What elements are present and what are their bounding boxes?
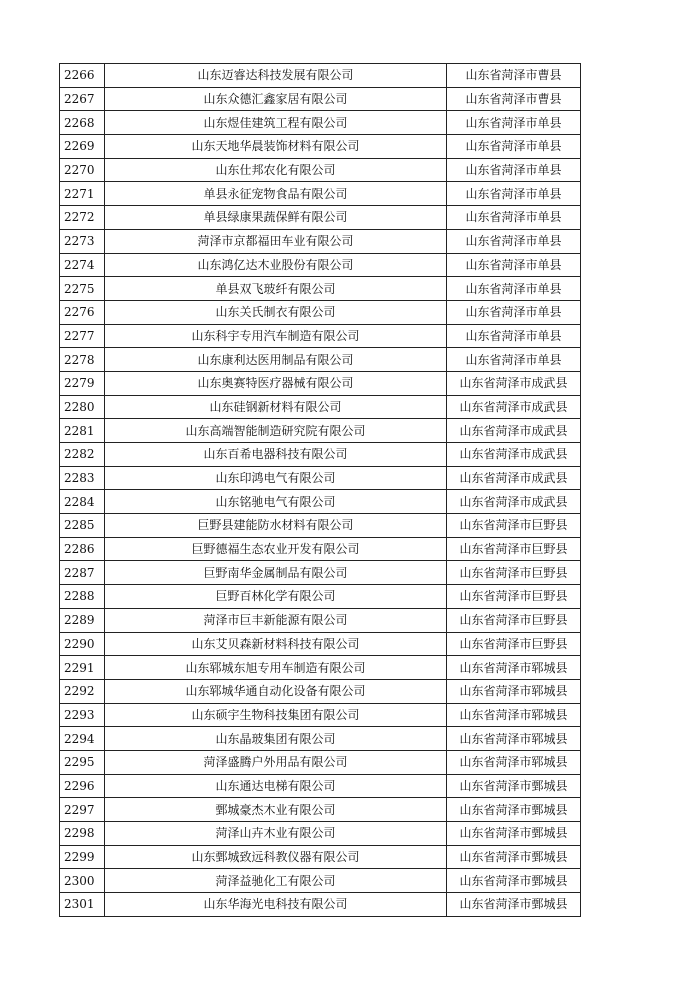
row-number: 2266: [60, 64, 105, 88]
company-name: 山东印鸿电气有限公司: [105, 466, 447, 490]
company-location: 山东省菏泽市成武县: [447, 490, 581, 514]
row-number: 2286: [60, 537, 105, 561]
company-location: 山东省菏泽市单县: [447, 253, 581, 277]
row-number: 2277: [60, 324, 105, 348]
table-row: [60, 750, 581, 774]
row-number: 2283: [60, 466, 105, 490]
company-location: 山东省菏泽市郓城县: [447, 703, 581, 727]
row-number: 2301: [60, 893, 105, 917]
table-row: [60, 466, 581, 490]
row-number: 2297: [60, 798, 105, 822]
company-name: 山东鸿亿达木业股份有限公司: [105, 253, 447, 277]
table-row: [60, 348, 581, 372]
company-name: 菏泽益驰化工有限公司: [105, 869, 447, 893]
company-location: 山东省菏泽市鄄城县: [447, 798, 581, 822]
table-row: [60, 632, 581, 656]
company-name: 山东百希电器科技有限公司: [105, 443, 447, 467]
company-location: 山东省菏泽市单县: [447, 158, 581, 182]
company-name: 山东郓城东旭专用车制造有限公司: [105, 656, 447, 680]
table-row: [60, 135, 581, 159]
company-name: 巨野百林化学有限公司: [105, 585, 447, 609]
table-row: [60, 419, 581, 443]
row-number: 2287: [60, 561, 105, 585]
table-row: [60, 679, 581, 703]
table-row: [60, 561, 581, 585]
row-number: 2285: [60, 514, 105, 538]
table-row: [60, 703, 581, 727]
company-location: 山东省菏泽市成武县: [447, 395, 581, 419]
company-name: 山东众德汇鑫家居有限公司: [105, 87, 447, 111]
company-location: 山东省菏泽市单县: [447, 135, 581, 159]
row-number: 2272: [60, 206, 105, 230]
company-location: 山东省菏泽市单县: [447, 229, 581, 253]
table-row: [60, 845, 581, 869]
company-location: 山东省菏泽市郓城县: [447, 656, 581, 680]
table-row: [60, 395, 581, 419]
table-row: [60, 893, 581, 917]
company-name: 山东关氏制衣有限公司: [105, 300, 447, 324]
company-location: 山东省菏泽市鄄城县: [447, 893, 581, 917]
company-location: 山东省菏泽市单县: [447, 300, 581, 324]
company-table: [59, 63, 581, 917]
company-location: 山东省菏泽市成武县: [447, 371, 581, 395]
row-number: 2288: [60, 585, 105, 609]
company-location: 山东省菏泽市巨野县: [447, 514, 581, 538]
row-number: 2267: [60, 87, 105, 111]
company-location: 山东省菏泽市巨野县: [447, 561, 581, 585]
table-row: [60, 253, 581, 277]
row-number: 2270: [60, 158, 105, 182]
row-number: 2276: [60, 300, 105, 324]
company-name: 山东华海光电科技有限公司: [105, 893, 447, 917]
company-location: 山东省菏泽市巨野县: [447, 585, 581, 609]
company-location: 山东省菏泽市郓城县: [447, 679, 581, 703]
company-location: 山东省菏泽市曹县: [447, 87, 581, 111]
company-location: 山东省菏泽市成武县: [447, 443, 581, 467]
row-number: 2279: [60, 371, 105, 395]
table-row: [60, 656, 581, 680]
company-location: 山东省菏泽市成武县: [447, 466, 581, 490]
company-location: 山东省菏泽市单县: [447, 277, 581, 301]
company-name: 山东煜佳建筑工程有限公司: [105, 111, 447, 135]
table-row: [60, 514, 581, 538]
row-number: 2296: [60, 774, 105, 798]
company-location: 山东省菏泽市单县: [447, 111, 581, 135]
company-name: 单县双飞玻纤有限公司: [105, 277, 447, 301]
company-name: 山东晶玻集团有限公司: [105, 727, 447, 751]
company-location: 山东省菏泽市成武县: [447, 419, 581, 443]
row-number: 2282: [60, 443, 105, 467]
table-row: [60, 869, 581, 893]
table-row: [60, 324, 581, 348]
company-name: 巨野县建能防水材料有限公司: [105, 514, 447, 538]
table-row: [60, 229, 581, 253]
company-name: 山东仕邦农化有限公司: [105, 158, 447, 182]
company-name: 山东硕宇生物科技集团有限公司: [105, 703, 447, 727]
company-name: 山东通达电梯有限公司: [105, 774, 447, 798]
company-location: 山东省菏泽市曹县: [447, 64, 581, 88]
table-row: [60, 443, 581, 467]
row-number: 2292: [60, 679, 105, 703]
company-location: 山东省菏泽市巨野县: [447, 608, 581, 632]
table-row: [60, 585, 581, 609]
table-row: [60, 300, 581, 324]
company-location: 山东省菏泽市鄄城县: [447, 822, 581, 846]
company-name: 山东鄄城致远科教仪器有限公司: [105, 845, 447, 869]
row-number: 2298: [60, 822, 105, 846]
table-row: [60, 490, 581, 514]
table-row: [60, 182, 581, 206]
row-number: 2275: [60, 277, 105, 301]
row-number: 2295: [60, 750, 105, 774]
row-number: 2289: [60, 608, 105, 632]
row-number: 2271: [60, 182, 105, 206]
table-row: [60, 158, 581, 182]
company-location: 山东省菏泽市单县: [447, 182, 581, 206]
company-location: 山东省菏泽市巨野县: [447, 632, 581, 656]
table-row: [60, 608, 581, 632]
row-number: 2268: [60, 111, 105, 135]
company-name: 单县永征宠物食品有限公司: [105, 182, 447, 206]
table-row: [60, 371, 581, 395]
row-number: 2269: [60, 135, 105, 159]
company-name: 山东天地华晨装饰材料有限公司: [105, 135, 447, 159]
table-row: [60, 774, 581, 798]
company-table-body: [60, 64, 581, 917]
company-name: 巨野德福生态农业开发有限公司: [105, 537, 447, 561]
row-number: 2273: [60, 229, 105, 253]
table-row: [60, 64, 581, 88]
company-name: 山东硅钢新材料有限公司: [105, 395, 447, 419]
row-number: 2281: [60, 419, 105, 443]
table-row: [60, 798, 581, 822]
company-name: 山东迈睿达科技发展有限公司: [105, 64, 447, 88]
company-name: 菏泽山卉木业有限公司: [105, 822, 447, 846]
company-name: 菏泽市京都福田车业有限公司: [105, 229, 447, 253]
company-name: 山东郓城华通自动化设备有限公司: [105, 679, 447, 703]
company-location: 山东省菏泽市鄄城县: [447, 869, 581, 893]
table-row: [60, 822, 581, 846]
company-name: 单县绿康果蔬保鲜有限公司: [105, 206, 447, 230]
company-location: 山东省菏泽市单县: [447, 324, 581, 348]
company-name: 鄄城豪杰木业有限公司: [105, 798, 447, 822]
company-location: 山东省菏泽市郓城县: [447, 750, 581, 774]
company-name: 山东科宇专用汽车制造有限公司: [105, 324, 447, 348]
row-number: 2280: [60, 395, 105, 419]
table-row: [60, 727, 581, 751]
table-row: [60, 87, 581, 111]
table-row: [60, 111, 581, 135]
table-row: [60, 277, 581, 301]
row-number: 2274: [60, 253, 105, 277]
row-number: 2293: [60, 703, 105, 727]
company-name: 山东艾贝森新材料科技有限公司: [105, 632, 447, 656]
row-number: 2294: [60, 727, 105, 751]
row-number: 2284: [60, 490, 105, 514]
company-name: 山东奥赛特医疗器械有限公司: [105, 371, 447, 395]
company-name: 山东康利达医用制品有限公司: [105, 348, 447, 372]
company-location: 山东省菏泽市鄄城县: [447, 774, 581, 798]
table-row: [60, 537, 581, 561]
company-location: 山东省菏泽市巨野县: [447, 537, 581, 561]
company-location: 山东省菏泽市鄄城县: [447, 845, 581, 869]
company-name: 巨野南华金属制品有限公司: [105, 561, 447, 585]
company-name: 山东铭驰电气有限公司: [105, 490, 447, 514]
row-number: 2299: [60, 845, 105, 869]
company-name: 山东高端智能制造研究院有限公司: [105, 419, 447, 443]
row-number: 2291: [60, 656, 105, 680]
row-number: 2278: [60, 348, 105, 372]
company-location: 山东省菏泽市单县: [447, 348, 581, 372]
table-row: [60, 206, 581, 230]
company-location: 山东省菏泽市单县: [447, 206, 581, 230]
company-name: 菏泽盛腾户外用品有限公司: [105, 750, 447, 774]
company-name: 菏泽市巨丰新能源有限公司: [105, 608, 447, 632]
row-number: 2300: [60, 869, 105, 893]
row-number: 2290: [60, 632, 105, 656]
company-location: 山东省菏泽市郓城县: [447, 727, 581, 751]
